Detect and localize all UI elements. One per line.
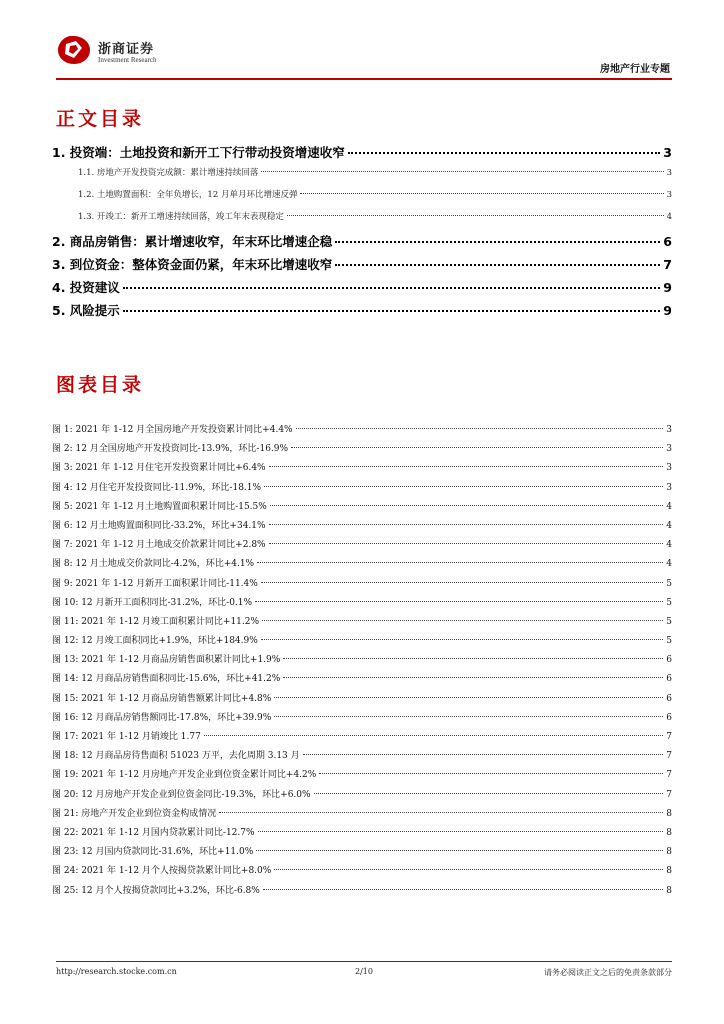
dot-leader <box>335 264 660 266</box>
toc-entry[interactable] <box>52 255 672 278</box>
figure-entry[interactable] <box>52 710 672 729</box>
figure-entry[interactable] <box>52 480 672 499</box>
dot-leader <box>258 831 664 832</box>
entry-page-number: 8 <box>666 808 672 819</box>
figure-entry[interactable] <box>52 422 672 441</box>
entry-page-number: 6 <box>666 712 672 723</box>
entry-page-number: 7 <box>666 751 672 762</box>
entry-label: 图 8: 12 月土地成交价款同比-4.2%，环比+4.1% <box>52 559 255 570</box>
toc-subentry[interactable] <box>52 188 672 210</box>
entry-page-number: 3 <box>666 425 672 435</box>
footer-disclaimer: 请务必阅读正文之后的免责条款部分 <box>544 968 672 977</box>
entry-page-number: 9 <box>663 303 672 318</box>
figure-entry[interactable] <box>52 595 672 614</box>
entry-label: 图 24: 2021 年 1-12 月个人按揭贷款累计同比+8.0% <box>52 866 272 877</box>
entry-page-number: 7 <box>663 257 672 272</box>
entry-page-number: 8 <box>666 866 672 877</box>
entry-page-number: 8 <box>666 885 672 896</box>
entry-label: 图 19: 2021 年 1-12 月房地产开发企业到位资金累计同比+4.2% <box>52 770 317 781</box>
entry-page-number: 6 <box>666 674 672 685</box>
entry-label: 1.2. 土地购置面积：全年负增长，12 月单月环比增速反弹 <box>78 190 298 200</box>
toc-subentry[interactable] <box>52 166 672 188</box>
entry-label: 5. 风险提示 <box>52 303 120 318</box>
entry-label: 图 3: 2021 年 1-12 月住宅开发投资累计同比+6.4% <box>52 463 266 474</box>
figure-entry[interactable] <box>52 671 672 690</box>
entry-label: 图 10: 12 月新开工面积同比-31.2%，环比-0.1% <box>52 597 253 608</box>
entry-label: 图 11: 2021 年 1-12 月竣工面积累计同比+11.2% <box>52 616 260 627</box>
entry-page-number: 6 <box>663 234 672 249</box>
entry-page-number: 3 <box>666 190 672 200</box>
entry-label: 图 23: 12 月国内贷款同比-31.6%，环比+11.0% <box>52 847 254 858</box>
entry-label: 图 17: 2021 年 1-12 月销竣比 1.77 <box>52 732 201 742</box>
page-header <box>56 32 672 78</box>
report-type: 房地产行业专题 <box>600 64 670 75</box>
dot-leader <box>319 773 663 774</box>
dot-leader <box>283 658 663 659</box>
figure-entry[interactable] <box>52 614 672 633</box>
entry-label: 图 2: 12 月全国房地产开发投资同比-13.9%，环比-16.9% <box>52 444 289 455</box>
entry-page-number: 4 <box>666 540 672 551</box>
dot-leader <box>269 543 664 544</box>
company-logo-icon <box>56 34 92 66</box>
entry-page-number: 8 <box>666 847 672 858</box>
entry-label: 图 13: 2021 年 1-12 月商品房销售面积累计同比+1.9% <box>52 655 281 666</box>
entry-label: 图 14: 12 月商品房销售面积同比-15.6%，环比+41.2% <box>52 674 281 685</box>
entry-label: 2. 商品房销售：累计增速收窄，年末环比增速企稳 <box>52 234 333 249</box>
dot-leader <box>296 428 664 429</box>
dot-leader <box>300 193 663 194</box>
dot-leader <box>261 639 663 640</box>
dot-leader <box>287 215 664 216</box>
entry-page-number: 3 <box>666 444 672 455</box>
figures-title: 图表目录 <box>56 374 145 396</box>
entry-page-number: 4 <box>666 520 672 531</box>
dot-leader <box>123 287 660 289</box>
entry-label: 1. 投资端：土地投资和新开工下行带动投资增速收窄 <box>52 145 345 160</box>
dot-leader <box>261 171 663 172</box>
entry-label: 3. 到位资金：整体资金面仍紧，年末环比增速收窄 <box>52 257 333 272</box>
dot-leader <box>274 697 663 698</box>
toc-entry[interactable] <box>52 143 672 166</box>
dot-leader <box>335 241 660 243</box>
entry-label: 4. 投资建议 <box>52 280 120 295</box>
dot-leader <box>257 562 663 563</box>
entry-page-number: 9 <box>663 280 672 295</box>
entry-page-number: 7 <box>666 789 672 800</box>
figure-entry[interactable] <box>52 691 672 710</box>
entry-page-number: 8 <box>666 827 672 838</box>
dot-leader <box>123 310 660 312</box>
figure-entry[interactable] <box>52 652 672 671</box>
toc-entry[interactable] <box>52 301 672 324</box>
entry-label: 图 20: 12 月房地产开发企业到位资金同比-19.3%，环比+6.0% <box>52 789 311 800</box>
footer-page-number: 2/10 <box>355 967 373 976</box>
entry-label: 图 25: 12 月个人按揭贷款同比+3.2%，环比-6.8% <box>52 885 260 896</box>
entry-page-number: 3 <box>666 463 672 474</box>
footer-url[interactable]: http://research.stocke.com.cn <box>56 967 177 976</box>
entry-label: 图 4: 12 月住宅开发投资同比-11.9%，环比-18.1% <box>52 482 262 493</box>
figures-list <box>52 422 672 902</box>
dot-leader <box>256 850 663 851</box>
dot-leader <box>219 812 663 813</box>
entry-page-number: 5 <box>666 636 672 647</box>
entry-page-number: 6 <box>666 693 672 704</box>
entry-page-number: 7 <box>666 732 672 742</box>
dot-leader <box>314 793 664 794</box>
dot-leader <box>270 505 663 506</box>
dot-leader <box>303 754 664 755</box>
figure-entry[interactable] <box>52 537 672 556</box>
figure-entry[interactable] <box>52 518 672 537</box>
entry-page-number: 4 <box>666 559 672 570</box>
figure-entry[interactable] <box>52 576 672 595</box>
figure-entry[interactable] <box>52 633 672 652</box>
figure-entry[interactable] <box>52 863 672 882</box>
dot-leader <box>264 486 663 487</box>
entry-page-number: 6 <box>666 655 672 666</box>
company-name-cn: 浙商证券 <box>98 42 155 57</box>
entry-label: 图 12: 12 月竣工面积同比+1.9%，环比+184.9% <box>52 636 258 647</box>
figure-entry[interactable] <box>52 825 672 844</box>
dot-leader <box>255 601 663 602</box>
dot-leader <box>274 716 663 717</box>
entry-label: 图 6: 12 月土地购置面积同比-33.2%，环比+34.1% <box>52 520 266 531</box>
dot-leader <box>261 582 663 583</box>
entry-page-number: 5 <box>666 616 672 627</box>
entry-label: 图 9: 2021 年 1-12 月新开工面积累计同比-11.4% <box>52 578 258 589</box>
figure-entry[interactable] <box>52 883 672 902</box>
figure-entry[interactable] <box>52 767 672 786</box>
header-divider <box>56 78 672 80</box>
toc-entry[interactable] <box>52 278 672 301</box>
toc-subentry[interactable] <box>52 210 672 232</box>
figure-entry[interactable] <box>52 806 672 825</box>
entry-page-number: 3 <box>666 168 672 178</box>
figure-entry[interactable] <box>52 556 672 575</box>
dot-leader <box>274 869 663 870</box>
entry-label: 图 22: 2021 年 1-12 月国内贷款累计同比-12.7% <box>52 827 255 838</box>
dot-leader <box>291 447 663 448</box>
figure-entry[interactable] <box>52 499 672 518</box>
entry-page-number: 5 <box>666 578 672 589</box>
entry-page-number: 4 <box>666 212 672 222</box>
entry-page-number: 3 <box>666 482 672 493</box>
dot-leader <box>269 466 664 467</box>
toc-list <box>52 143 672 324</box>
figure-entry[interactable] <box>52 460 672 479</box>
figure-entry[interactable] <box>52 748 672 767</box>
entry-label: 图 21: 房地产开发企业到位资金构成情况 <box>52 808 217 819</box>
dot-leader <box>348 152 660 154</box>
toc-title: 正文目录 <box>56 108 145 130</box>
figure-entry[interactable] <box>52 844 672 863</box>
entry-label: 图 16: 12 月商品房销售额同比-17.8%，环比+39.9% <box>52 712 272 723</box>
entry-page-number: 5 <box>666 597 672 608</box>
company-name-en: Investment Research <box>98 56 157 64</box>
dot-leader <box>283 677 663 678</box>
entry-page-number: 4 <box>666 501 672 512</box>
figure-entry[interactable] <box>52 729 672 748</box>
entry-label: 1.1. 房地产开发投资完成额：累计增速持续回落 <box>78 168 259 178</box>
entry-page-number: 3 <box>663 145 672 160</box>
dot-leader <box>204 735 663 736</box>
figure-entry[interactable] <box>52 787 672 806</box>
toc-entry[interactable] <box>52 232 672 255</box>
dot-leader <box>262 620 663 621</box>
dot-leader <box>263 889 663 890</box>
entry-label: 图 7: 2021 年 1-12 月土地成交价款累计同比+2.8% <box>52 540 266 551</box>
entry-label: 图 1: 2021 年 1-12 月全国房地产开发投资累计同比+4.4% <box>52 425 293 435</box>
entry-label: 1.3. 开竣工：新开工增速持续回落，竣工年末表现稳定 <box>78 212 284 222</box>
entry-label: 图 18: 12 月商品房待售面积 51023 万平，去化周期 3.13 月 <box>52 751 300 762</box>
figure-entry[interactable] <box>52 441 672 460</box>
entry-label: 图 15: 2021 年 1-12 月商品房销售额累计同比+4.8% <box>52 693 272 704</box>
footer-divider <box>56 961 672 962</box>
entry-label: 图 5: 2021 年 1-12 月土地购置面积累计同比-15.5% <box>52 501 267 512</box>
dot-leader <box>269 524 664 525</box>
entry-page-number: 7 <box>666 770 672 781</box>
